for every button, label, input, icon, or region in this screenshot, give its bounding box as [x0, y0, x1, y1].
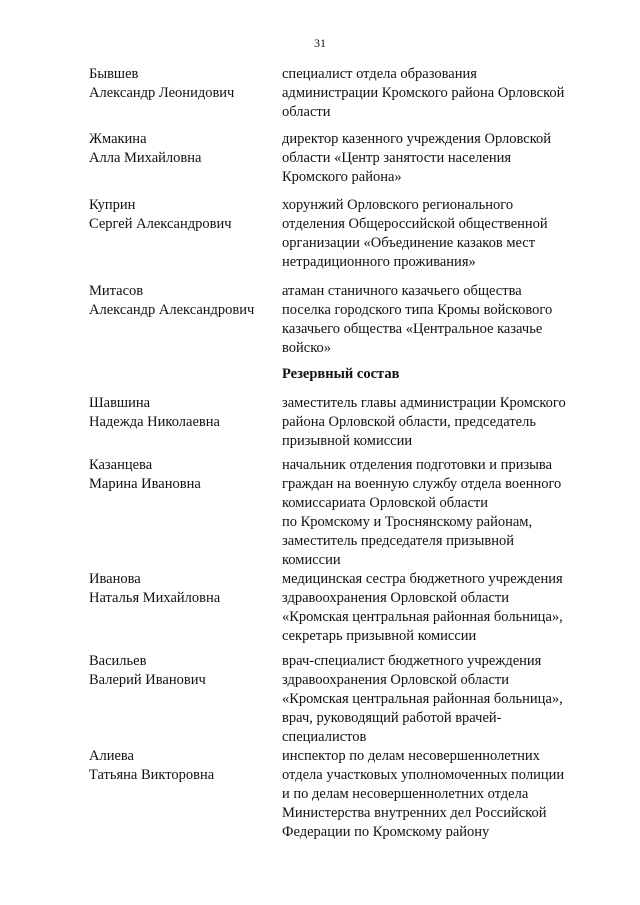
- role-line: и по делам несовершеннолетних отдела: [282, 786, 529, 802]
- role-line: секретарь призывной комиссии: [282, 628, 477, 644]
- member-surname: Куприн: [89, 197, 136, 213]
- role-line: области: [282, 104, 331, 120]
- member-name: [89, 652, 274, 690]
- member-surname: Жмакина: [89, 131, 147, 147]
- member-surname: Васильев: [89, 653, 147, 669]
- role-line: района Орловской области, председатель: [282, 414, 536, 430]
- member-surname: Митасов: [89, 283, 144, 299]
- member-role: [282, 196, 582, 272]
- role-line: начальник отделения подготовки и призыва: [282, 457, 553, 473]
- member-name: [89, 196, 274, 234]
- member-name: [89, 130, 274, 168]
- role-line: заместитель главы администрации Кромского: [282, 395, 566, 411]
- role-line: организации «Объединение казаков мест: [282, 235, 536, 251]
- member-role: [282, 747, 582, 842]
- member-given-names: Сергей Александрович: [89, 216, 232, 232]
- role-line: здравоохранения Орловской области: [282, 590, 509, 606]
- member-name: [89, 282, 274, 320]
- member-role: [282, 652, 582, 747]
- member-role: [282, 65, 582, 122]
- member-role: [282, 570, 582, 646]
- role-line: Федерации по Кромскому району: [282, 824, 490, 840]
- role-line: войско»: [282, 340, 332, 356]
- member-name: [89, 456, 274, 494]
- member-name: [89, 65, 274, 103]
- role-line: заместитель председателя призывной: [282, 533, 514, 549]
- role-line: специалист отдела образования: [282, 66, 477, 82]
- role-line: медицинская сестра бюджетного учреждения: [282, 571, 563, 587]
- role-line: комиссии: [282, 552, 341, 568]
- member-role: [282, 394, 582, 451]
- role-line: специалистов: [282, 729, 367, 745]
- role-line: казачьего общества «Центральное казачье: [282, 321, 543, 337]
- role-line: отделения Общероссийской общественной: [282, 216, 548, 232]
- role-line: «Кромская центральная районная больница»,: [282, 691, 563, 707]
- member-given-names: Александр Леонидович: [89, 85, 235, 101]
- member-name: [89, 394, 274, 432]
- role-line: директор казенного учреждения Орловской: [282, 131, 552, 147]
- member-name: [89, 570, 274, 608]
- member-given-names: Марина Ивановна: [89, 476, 201, 492]
- member-surname: Шавшина: [89, 395, 151, 411]
- member-role: [282, 130, 582, 187]
- member-surname: Иванова: [89, 571, 141, 587]
- role-line: администрации Кромского района Орловской: [282, 85, 565, 101]
- member-role: [282, 282, 582, 358]
- role-line: врач, руководящий работой врачей-: [282, 710, 502, 726]
- role-line: Министерства внутренних дел Российской: [282, 805, 547, 821]
- role-line: нетрадиционного проживания»: [282, 254, 476, 270]
- member-given-names: Алла Михайловна: [89, 150, 202, 166]
- role-line: здравоохранения Орловской области: [282, 672, 509, 688]
- role-line: комиссариата Орловской области: [282, 495, 488, 511]
- role-line: «Кромская центральная районная больница»,: [282, 609, 563, 625]
- role-line: поселка городского типа Кромы войскового: [282, 302, 553, 318]
- member-role: [282, 456, 582, 570]
- role-line: врач-специалист бюджетного учреждения: [282, 653, 542, 669]
- role-line: граждан на военную службу отдела военного: [282, 476, 562, 492]
- role-line: хорунжий Орловского регионального: [282, 197, 514, 213]
- member-name: [89, 747, 274, 785]
- role-line: области «Центр занятости населения: [282, 150, 512, 166]
- role-line: инспектор по делам несовершеннолетних: [282, 748, 540, 764]
- member-surname: Алиева: [89, 748, 134, 764]
- role-line: призывной комиссии: [282, 433, 413, 449]
- reserve-section-heading: Резервный состав: [282, 366, 400, 382]
- role-line: атаман станичного казачьего общества: [282, 283, 522, 299]
- role-line: отдела участковых уполномоченных полиции: [282, 767, 565, 783]
- member-given-names: Надежда Николаевна: [89, 414, 220, 430]
- member-given-names: Валерий Иванович: [89, 672, 206, 688]
- role-line: Кромского района»: [282, 169, 402, 185]
- member-given-names: Наталья Михайловна: [89, 590, 221, 606]
- role-line: по Кромскому и Троснянскому районам,: [282, 514, 533, 530]
- member-surname: Казанцева: [89, 457, 153, 473]
- member-given-names: Александр Александрович: [89, 302, 255, 318]
- member-given-names: Татьяна Викторовна: [89, 767, 215, 783]
- member-surname: Бывшев: [89, 66, 139, 82]
- page-number: 31: [314, 36, 326, 50]
